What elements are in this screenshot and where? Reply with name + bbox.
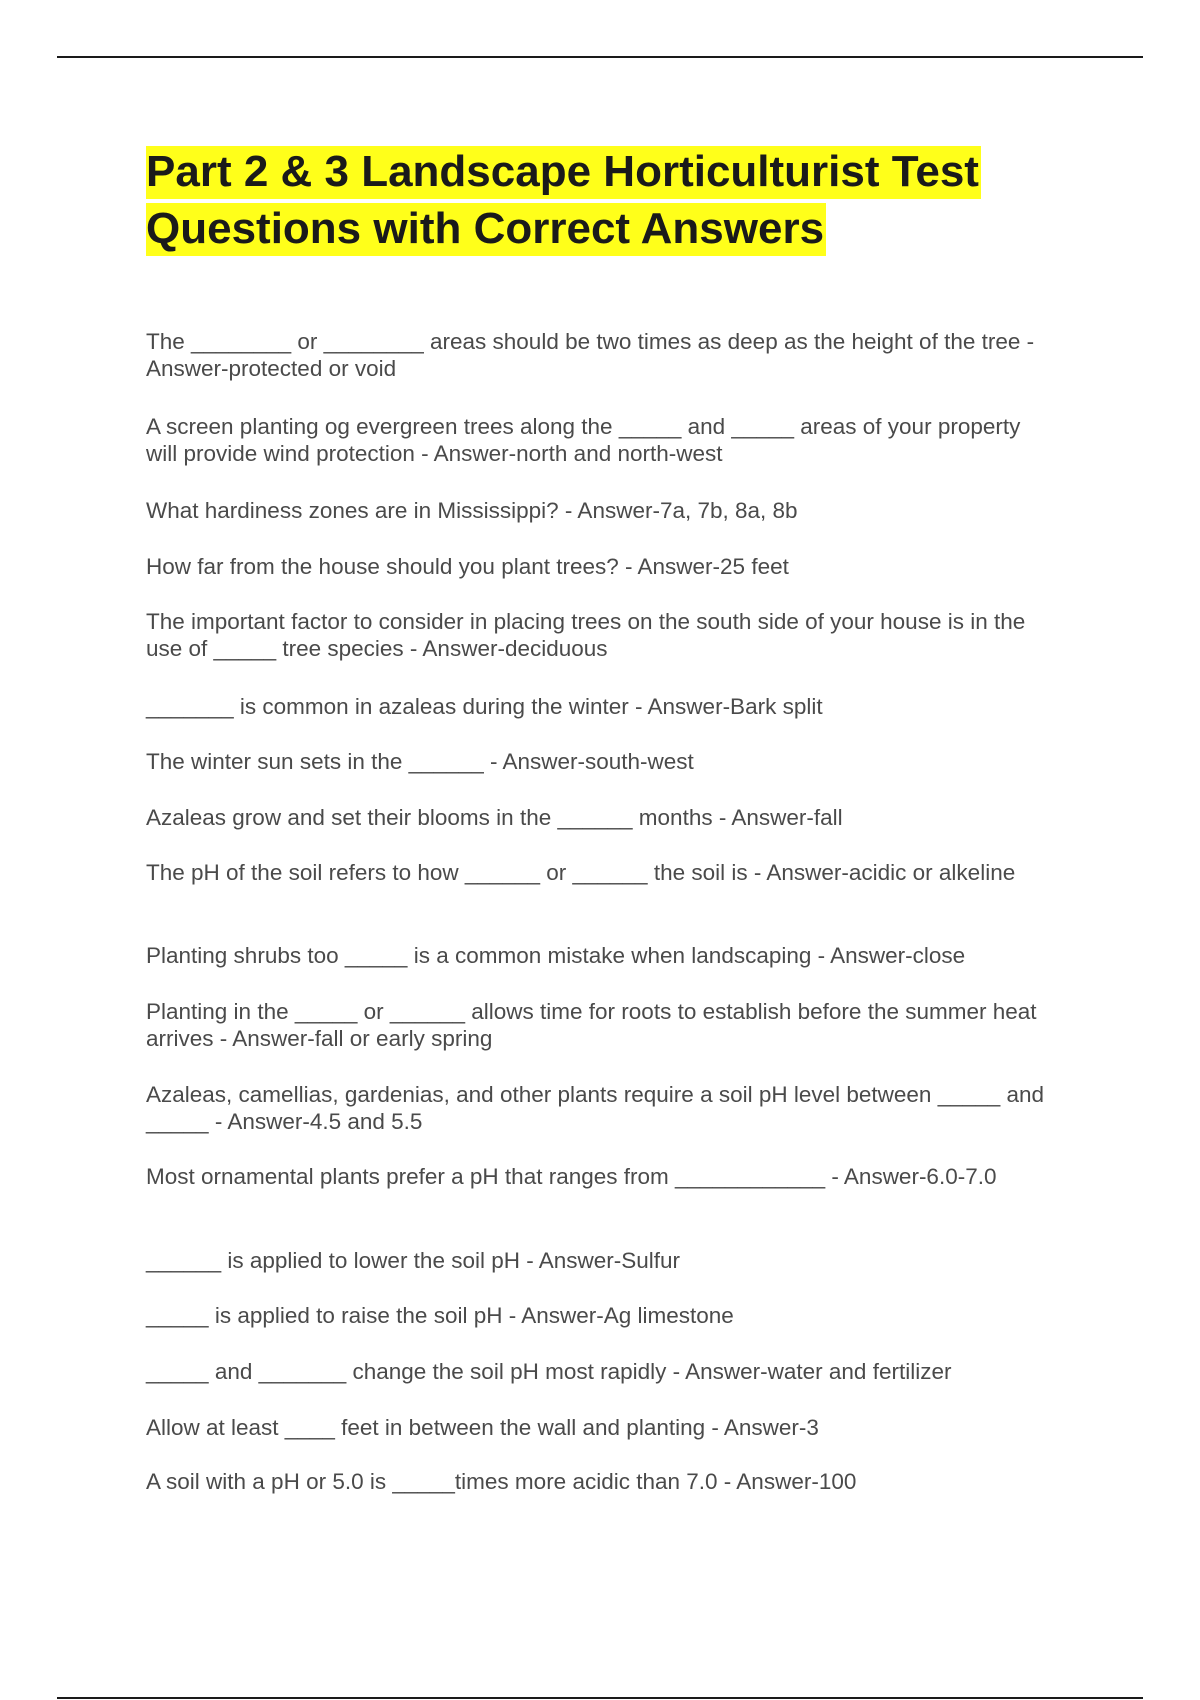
qa-item: The important factor to consider in placing trees on the south side of your house is in the use of _____ tree species - Answer-deciduous bbox=[146, 609, 1026, 661]
qa-item: Planting shrubs too _____ is a common mistake when landscaping - Answer-close bbox=[146, 943, 966, 968]
qa-item: ______ is applied to lower the soil pH - Answer-Sulfur bbox=[146, 1248, 681, 1273]
qa-item: Azaleas, camellias, gardenias, and other plants require a soil pH level between _____ and _____ - Answer-4.5 and 5.5 bbox=[146, 1082, 1045, 1134]
qa-item: Allow at least ____ feet in between the wall and planting - Answer-3 bbox=[146, 1415, 819, 1440]
document-title bbox=[146, 143, 1046, 257]
qa-item: The ________ or ________ areas should be two times as deep as the height of the tree - Answer-protected or void bbox=[146, 329, 1035, 381]
qa-item: Most ornamental plants prefer a pH that ranges from ____________ - Answer-6.0-7.0 bbox=[146, 1164, 997, 1189]
qa-item: The winter sun sets in the ______ - Answer-south-west bbox=[146, 749, 694, 774]
qa-item: _____ is applied to raise the soil pH - Answer-Ag limestone bbox=[146, 1303, 734, 1328]
qa-item: _____ and _______ change the soil pH most rapidly - Answer-water and fertilizer bbox=[146, 1359, 952, 1384]
qa-item: A screen planting og evergreen trees along the _____ and _____ areas of your property will provide wind protection - Answer-north and north-west bbox=[146, 414, 1021, 466]
top-rule bbox=[57, 56, 1143, 58]
qa-item: The pH of the soil refers to how ______ or ______ the soil is - Answer-acidic or alkeline bbox=[146, 860, 1016, 885]
qa-item: A soil with a pH or 5.0 is _____times more acidic than 7.0 - Answer-100 bbox=[146, 1469, 857, 1494]
title-highlight: Part 2 & 3 Landscape Horticulturist Test Questions with Correct Answers bbox=[146, 146, 981, 256]
qa-item: How far from the house should you plant trees? - Answer-25 feet bbox=[146, 554, 789, 579]
bottom-rule bbox=[57, 1697, 1143, 1699]
qa-item: Azaleas grow and set their blooms in the ______ months - Answer-fall bbox=[146, 805, 843, 830]
qa-item: _______ is common in azaleas during the winter - Answer-Bark split bbox=[146, 694, 823, 719]
qa-item: What hardiness zones are in Mississippi? - Answer-7a, 7b, 8a, 8b bbox=[146, 498, 798, 523]
qa-item: Planting in the _____ or ______ allows time for roots to establish before the summer heat arrives - Answer-fall or early spring bbox=[146, 999, 1037, 1051]
